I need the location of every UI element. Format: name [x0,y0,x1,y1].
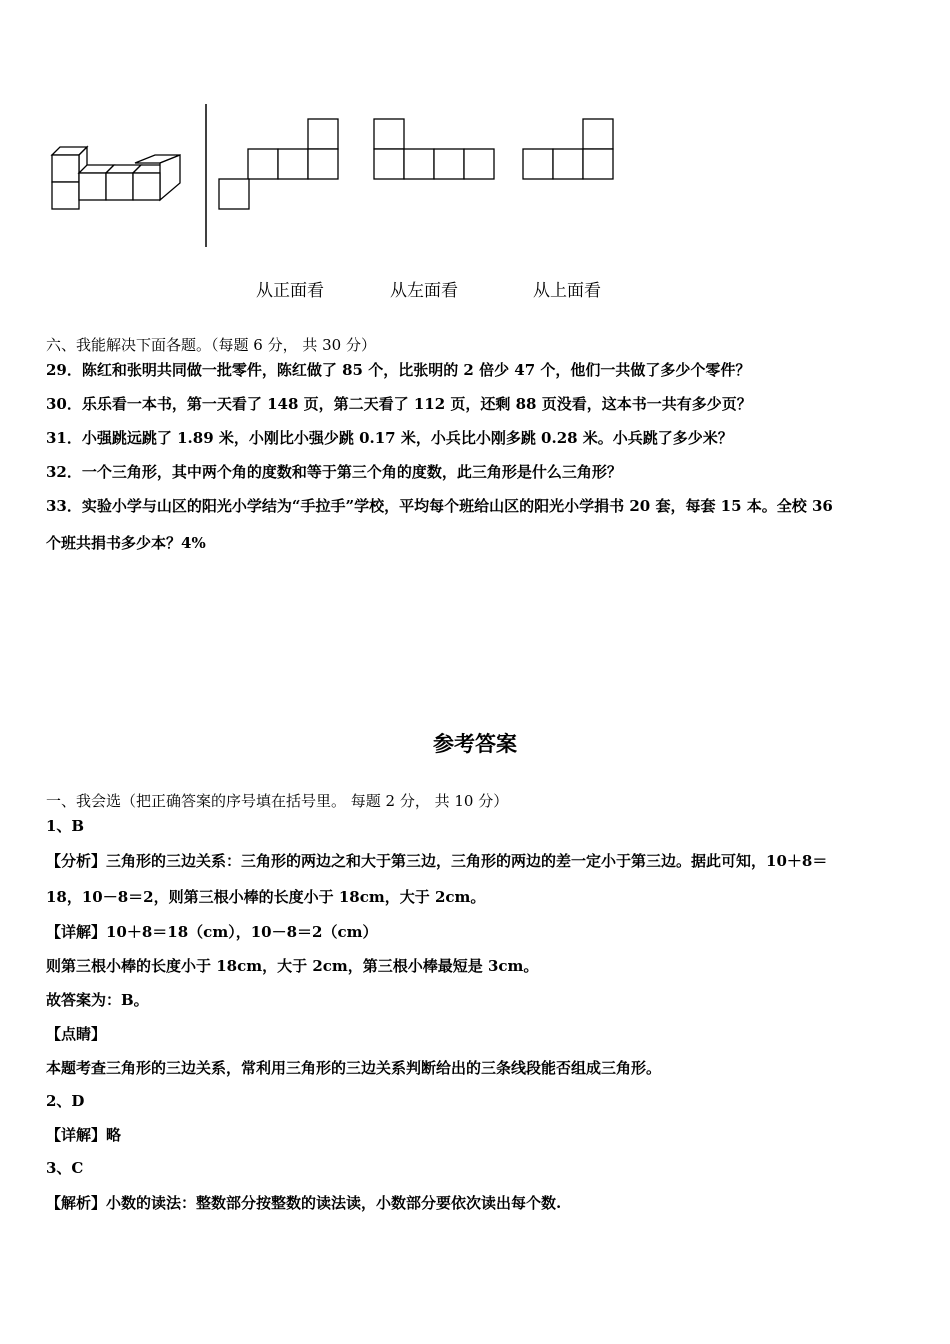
question-33-line2: 个班共捐书多少本？4% [46,534,206,552]
left-view-label: 从左面看 [390,281,458,301]
answer-3-analysis: 【解析】小数的读法：整数部分按整数的读法读，小数部分要依次读出每个数. [46,1194,562,1212]
answers-title: 参考答案 [433,732,517,756]
answer-1-detail-line2: 则第三根小棒的长度小于 18cm，大于 2cm，第三根小棒最短是 3cm。 [46,957,539,975]
cube-solid-drawing [52,147,180,209]
question-32: 32．一个三角形，其中两个角的度数和等于第三个角的度数，此三角形是什么三角形？ [46,463,622,481]
answer-1-analysis-line1: 【分析】三角形的三边关系：三角形的两边之和大于第三边，三角形的两边的差一定小于第三边。据此可知，10＋8＝ [46,852,828,870]
top-view-drawing [523,119,613,179]
answer-3: 3、C [46,1159,84,1177]
answers-section1-heading: 一、我会选（把正确答案的序号填在括号里。 每题 2 分， 共 10 分） [46,792,509,810]
answer-2: 2、D [46,1092,85,1110]
answer-1-comment: 本题考查三角形的三边关系，常利用三角形的三边关系判断给出的三条线段能否组成三角形。 [46,1059,662,1077]
three-views-figure [0,0,950,320]
front-view-label: 从正面看 [256,281,324,301]
answer-1-comment-label: 【点睛】 [46,1025,107,1043]
answer-1-analysis-line2: 18，10－8＝2，则第三根小棒的长度小于 18cm，大于 2cm。 [46,888,486,906]
question-30: 30．乐乐看一本书，第一天看了 148 页，第二天看了 112 页，还剩 88 页没看，这本书一共有多少页？ [46,395,752,413]
left-view-drawing [374,119,494,179]
section6-heading: 六、我能解决下面各题。（每题 6 分， 共 30 分） [46,336,376,354]
question-33-line1: 33．实验小学与山区的阳光小学结为“手拉手”学校，平均每个班给山区的阳光小学捐书 20 套，每套 15 本。全校 36 [46,497,833,515]
front-view-drawing [219,119,338,209]
question-31: 31．小强跳远跳了 1.89 米，小刚比小强少跳 0.17 米，小兵比小刚多跳 0.28 米。小兵跳了多少米？ [46,429,733,447]
answer-1: 1、B [46,817,85,835]
answer-1-detail: 【详解】10＋8＝18（cm），10－8＝2（cm） [46,923,378,941]
top-view-label: 从上面看 [533,281,601,301]
answer-1-conclusion: 故答案为：B。 [46,991,149,1009]
question-29: 29．陈红和张明共同做一批零件，陈红做了 85 个，比张明的 2 倍少 47 个，他们一共做了多少个零件？ [46,361,751,379]
answer-2-detail: 【详解】略 [46,1126,122,1144]
